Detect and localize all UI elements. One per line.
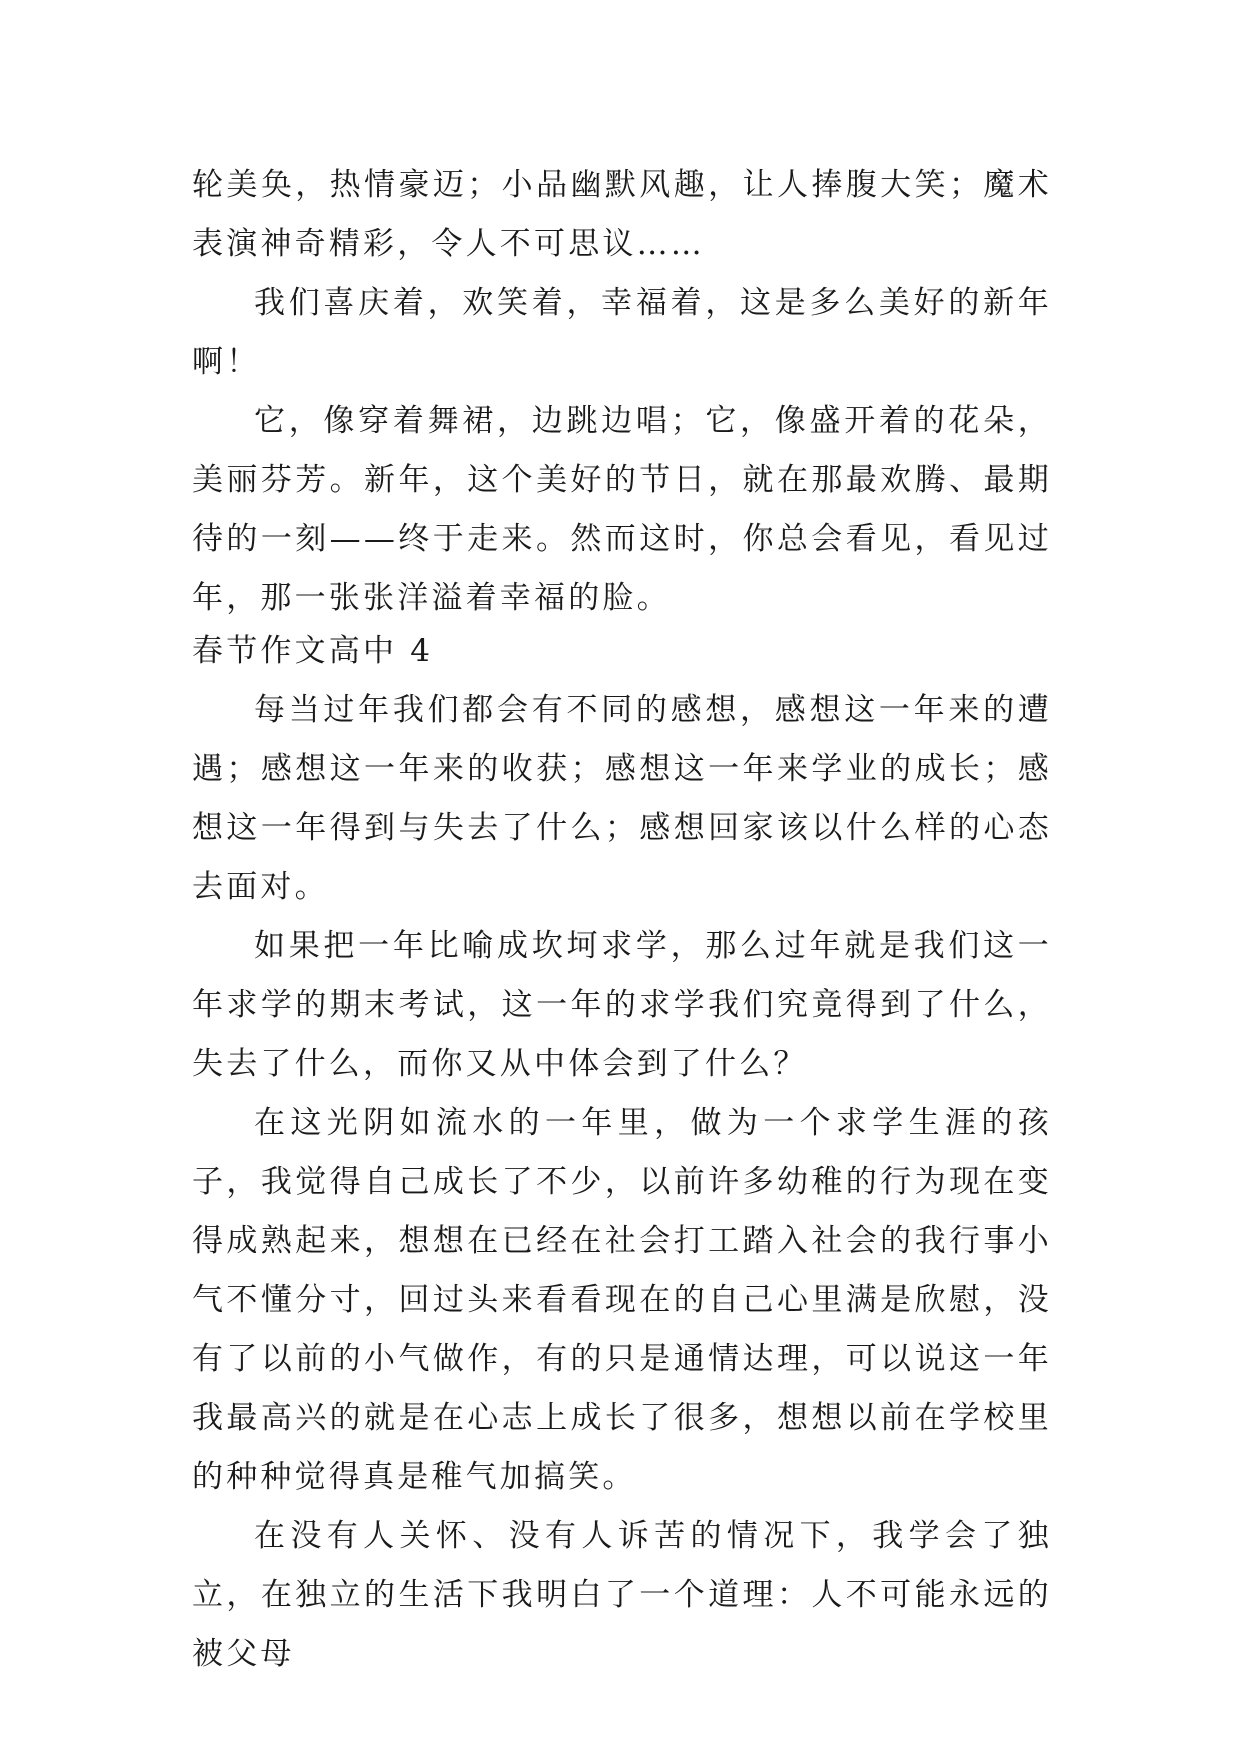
- paragraph: 每当过年我们都会有不同的感想，感想这一年来的遭遇；感想这一年来的收获；感想这一年来学业的成长；感想这一年得到与失去了什么；感想回家该以什么样的心态去面对。: [192, 692, 1052, 905]
- essay-title: 春节作文高中 4: [192, 633, 434, 669]
- paragraph: 轮美奂，热情豪迈；小品幽默风趣，让人捧腹大笑；魔术表演神奇精彩，令人不可思议……: [192, 167, 1052, 262]
- paragraph: 在这光阴如流水的一年里，做为一个求学生涯的孩子，我觉得自己成长了不少，以前许多幼稚的行为现在变得成熟起来，想想在已经在社会打工踏入社会的我行事小气不懂分寸，回过头来看看现在的自己心里满是欣慰，没有了以前的小气做作，有的只是通情达理，可以说这一年我最高兴的就是在心志上成长了很多，想想以前在学校里的种种觉得真是稚气加搞笑。: [192, 1105, 1052, 1495]
- essay-3-continuation: [192, 156, 1052, 628]
- paragraph: 如果把一年比喻成坎坷求学，那么过年就是我们这一年求学的期末考试，这一年的求学我们究竟得到了什么，失去了什么，而你又从中体会到了什么？: [192, 928, 1052, 1082]
- paragraph: 我们喜庆着，欢笑着，幸福着，这是多么美好的新年啊！: [192, 285, 1052, 380]
- paragraph: 它，像穿着舞裙，边跳边唱；它，像盛开着的花朵，美丽芬芳。新年，这个美好的节日，就在那最欢腾、最期待的一刻——终于走来。然而这时，你总会看见，看见过年，那一张张洋溢着幸福的脸。: [192, 403, 1052, 616]
- paragraph: 在没有人关怀、没有人诉苦的情况下，我学会了独立，在独立的生活下我明白了一个道理：人不可能永远的被父母: [192, 1518, 1052, 1672]
- essay-4: [192, 622, 1052, 1684]
